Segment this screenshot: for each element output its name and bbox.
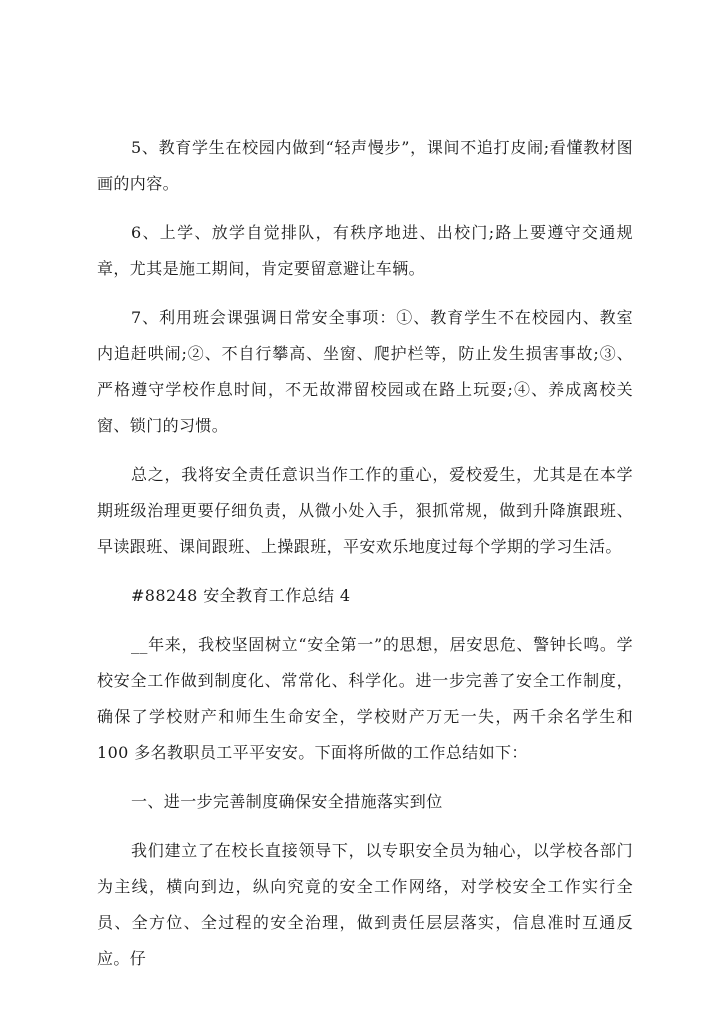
document-body bbox=[97, 130, 633, 990]
subsection-heading: 一、进一步完善制度确保安全措施落实到位 bbox=[131, 792, 443, 811]
section-title: #88248 安全教育工作总结 4 bbox=[131, 586, 351, 605]
paragraph-intro: __年来，我校坚固树立“安全第一”的思想，居安思危、警钟长鸣。学校安全工作做到制度化、常常化、科学化。进一步完善了安全工作制度，确保了学校财产和师生生命安全，学校财产万无一失，两千余名学生和100 多名教职员工平平安安。下面将所做的工作总结如下： bbox=[97, 635, 633, 762]
paragraph-item-5: 5、教育学生在校园内做到“轻声慢步”，课间不追打皮闹;看懂教材图画的内容。 bbox=[97, 138, 633, 193]
paragraph-item-7: 7、利用班会课强调日常安全事项：①、教育学生不在校园内、教室内追赶哄闹;②、不自行攀高、坐窗、爬护栏等，防止发生损害事故;③、严格遵守学校作息时间，不无故滞留校园或在路上玩耍;④、养成离校关窗、锁门的习惯。 bbox=[97, 308, 633, 435]
paragraph-summary: 总之，我将安全责任意识当作工作的重心，爱校爱生，尤其是在本学期班级治理更要仔细负责，从微小处入手，狠抓常规，做到升降旗跟班、早读跟班、课间跟班、上操跟班，平安欢乐地度过每个学期的学习生活。 bbox=[97, 465, 633, 556]
paragraph-item-6: 6、上学、放学自觉排队，有秩序地进、出校门;路上要遵守交通规章，尤其是施工期间，肯定要留意避让车辆。 bbox=[97, 223, 633, 278]
paragraph-network: 我们建立了在校长直接领导下，以专职安全员为轴心，以学校各部门为主线，横向到边，纵向究竟的安全工作网络，对学校安全工作实行全员、全方位、全过程的安全治理，做到责任层层落实，信息准时互通反应。仔 bbox=[97, 841, 633, 968]
